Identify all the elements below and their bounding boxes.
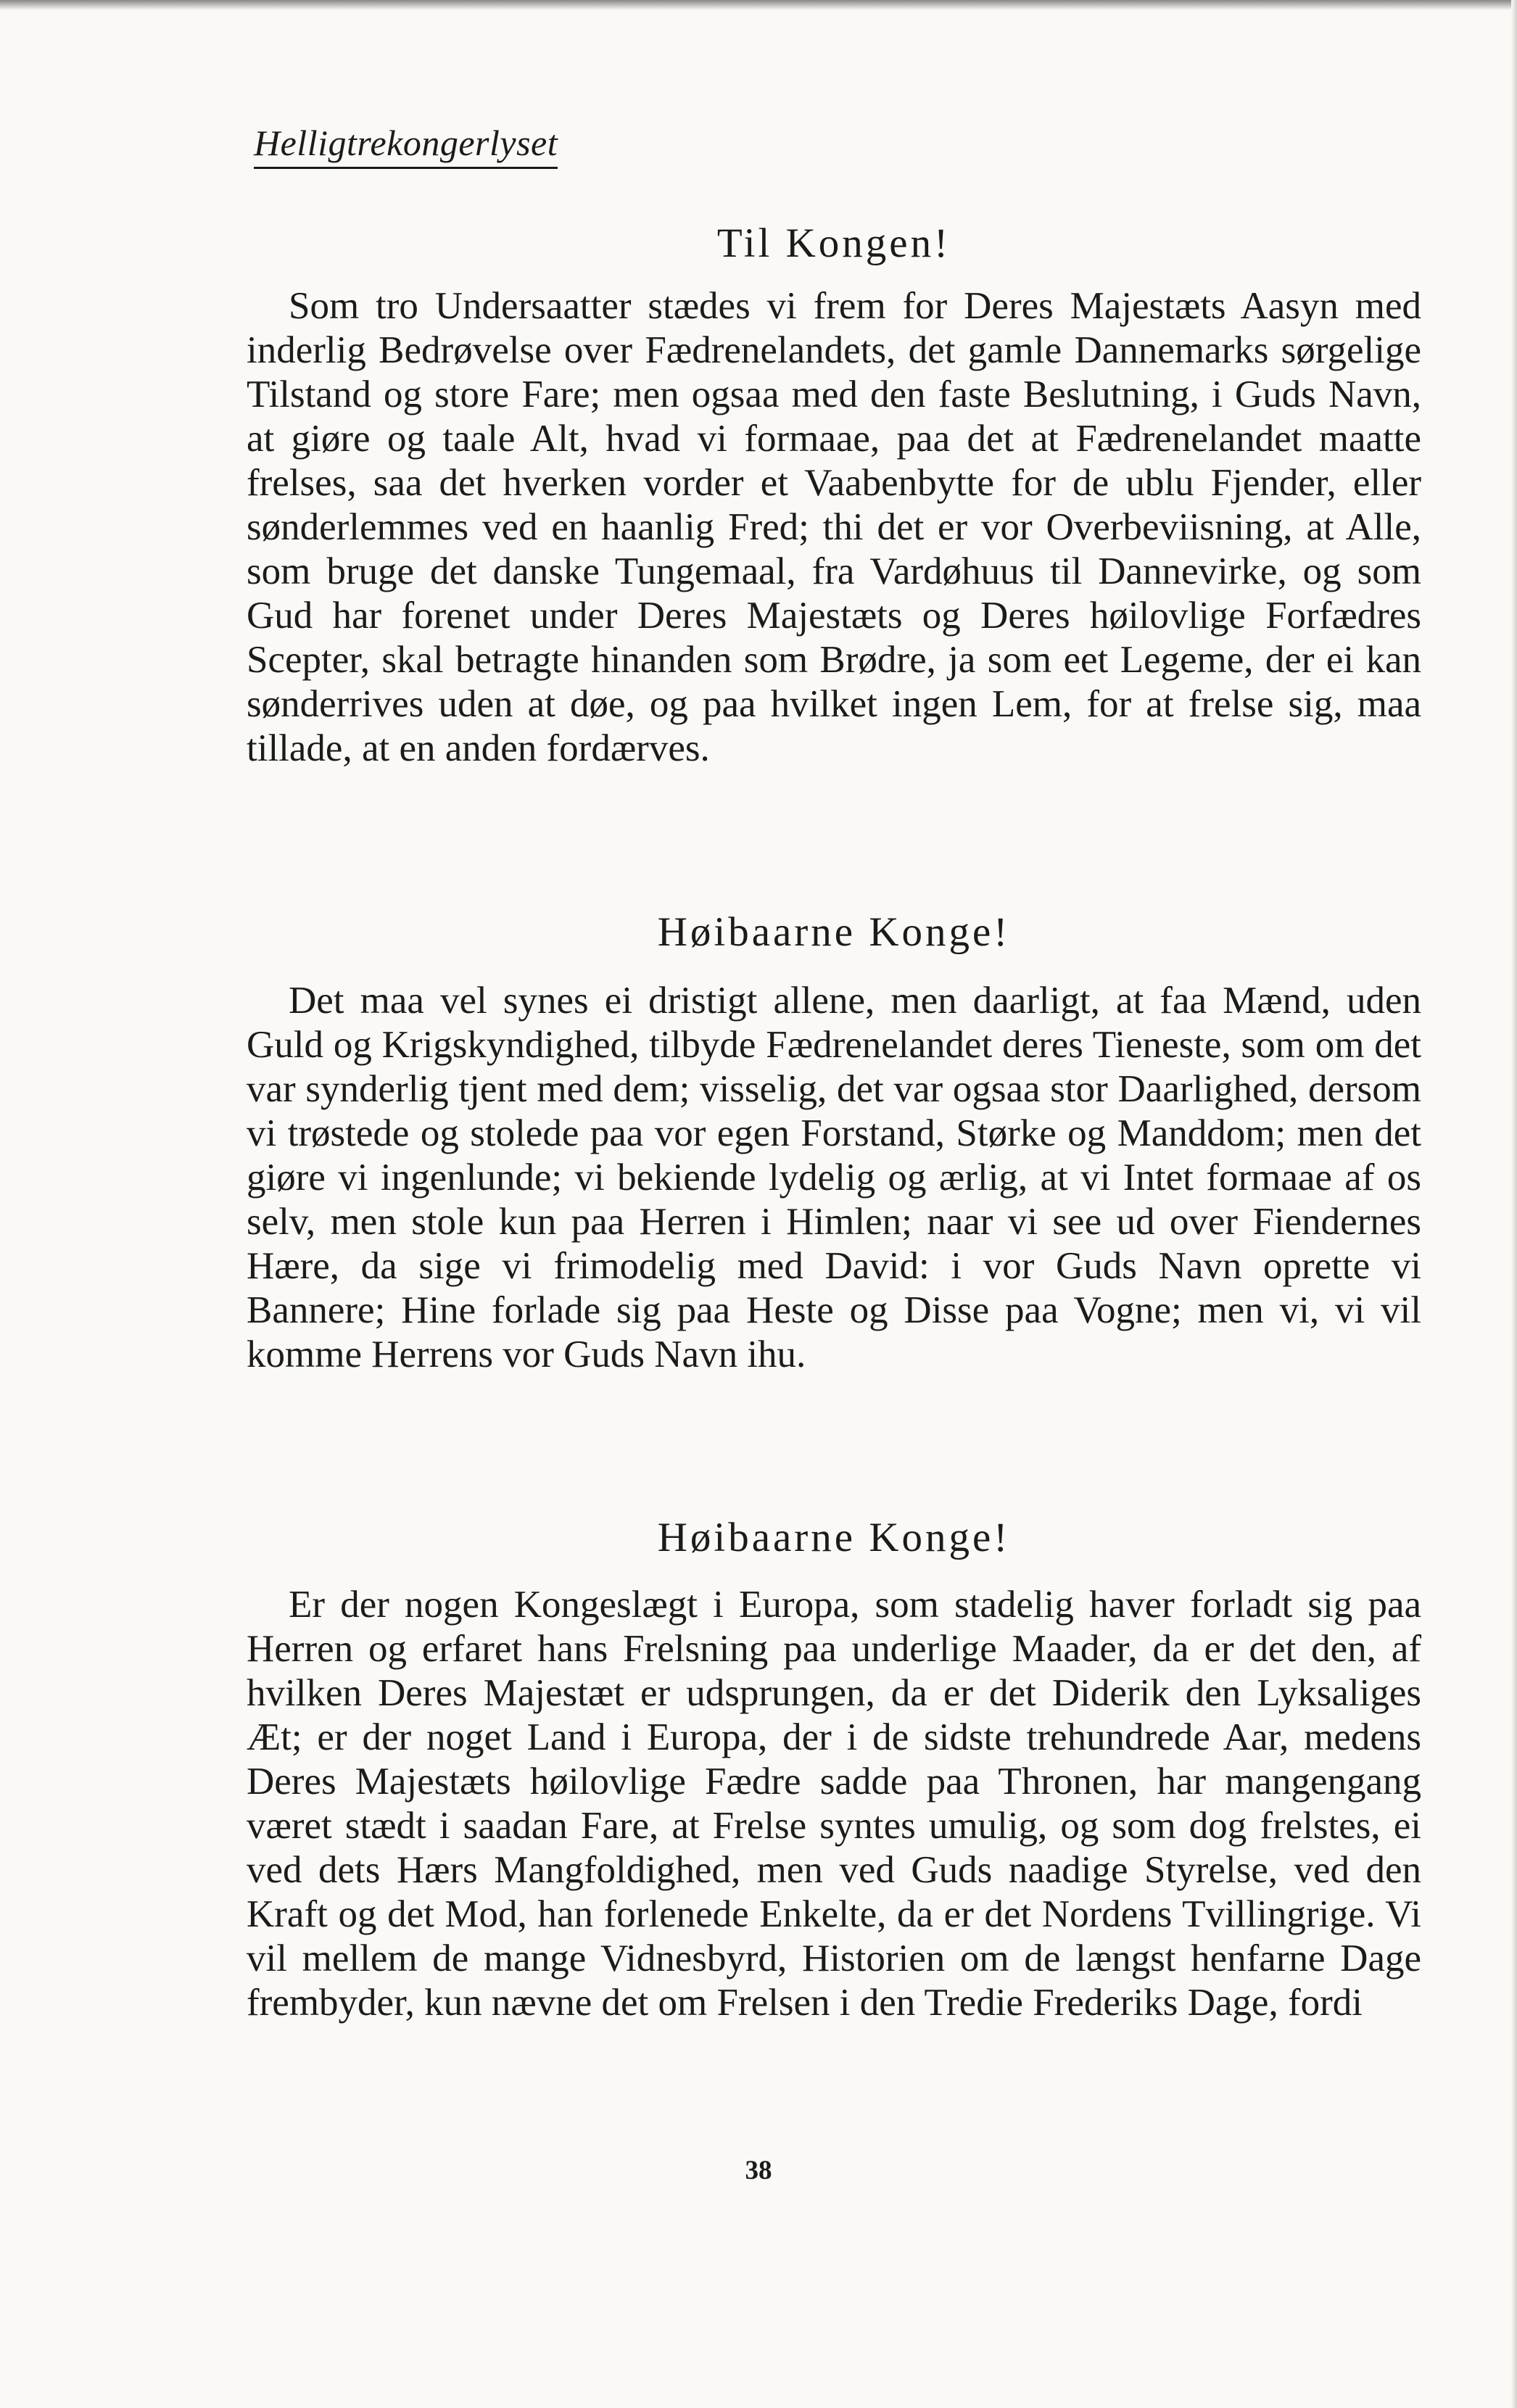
section-heading: Høibaarne Konge! <box>657 909 1011 955</box>
scan-right-edge <box>1511 0 1517 2408</box>
running-title: Helligtrekongerlyset <box>254 122 558 169</box>
section-heading: Høibaarne Konge! <box>657 1515 1011 1560</box>
section-paragraph: Er der nogen Kongeslægt i Europa, som stadelig haver forladt sig paa Herren og erfaret hans Frelsning paa underlige Maader, da er det den, af hvilken Deres Majestæt er udsprungen, da er det Diderik den Lyksaliges Æt; er der noget Land i Europa, der i de sidste trehundrede Aar, medens Deres Majestæts høilovlige Fædre sadde paa Thronen, har mangengang været stædt i saadan Fare, at Frelse syntes umulig, og som dog frelstes, ei ved dets Hærs Mangfoldighed, men ved Guds naadige Styrelse, ved den Kraft og det Mod, han forlenede Enkelte, da er det Nordens Tvillingrige. Vi vil mellem de mange Vidnesbyrd, Historien om de længst henfarne Dage frembyder, kun nævne det om Frelsen i den Tredie Frederiks Dage, fordi <box>247 1584 1421 2024</box>
page-number: 38 <box>745 2156 772 2185</box>
section-paragraph: Det maa vel synes ei dristigt allene, men daarligt, at faa Mænd, uden Guld og Krigskyndighed, tilbyde Fædrenelandet deres Tieneste, som om det var synderlig tjent med dem; visselig, det var ogsaa stor Daarlighed, dersom vi trøstede og stolede paa vor egen Forstand, Størke og Manddom; men det giøre vi ingenlunde; vi bekiende lydelig og ærlig, at vi Intet formaae af os selv, men stole kun paa Herren i Himlen; naar vi see ud over Fiendernes Hære, da sige vi frimodelig med David: i vor Guds Navn oprette vi Bannere; Hine forlade sig paa Heste og Disse paa Vogne; men vi, vi vil komme Herrens vor Guds Navn ihu. <box>247 980 1421 1375</box>
section-heading: Til Kongen! <box>716 220 951 266</box>
section-paragraph: Som tro Undersaatter stædes vi frem for Deres Majestæts Aasyn med inderlig Bedrøvelse over Fædrenelandets, det gamle Dannemarks sørgelige Tilstand og store Fare; men ogsaa med den faste Beslutning, i Guds Navn, at giøre og taale Alt, hvad vi formaae, paa det at Fædrenelandet maatte frelses, saa det hverken vorder et Vaabenbytte for de ublu Fjender, eller sønderlemmes ved en haanlig Fred; thi det er vor Overbeviisning, at Alle, som bruge det danske Tungemaal, fra Vardøhuus til Dannevirke, og som Gud har forenet under Deres Majestæts og Deres høilovlige Forfædres Scepter, skal betragte hinanden som Brødre, ja som eet Legeme, der ei kan sønderrives uden at døe, og paa hvilket ingen Lem, for at frelse sig, maa tillade, at en anden fordærves. <box>247 285 1421 769</box>
scan-top-edge <box>0 0 1517 10</box>
